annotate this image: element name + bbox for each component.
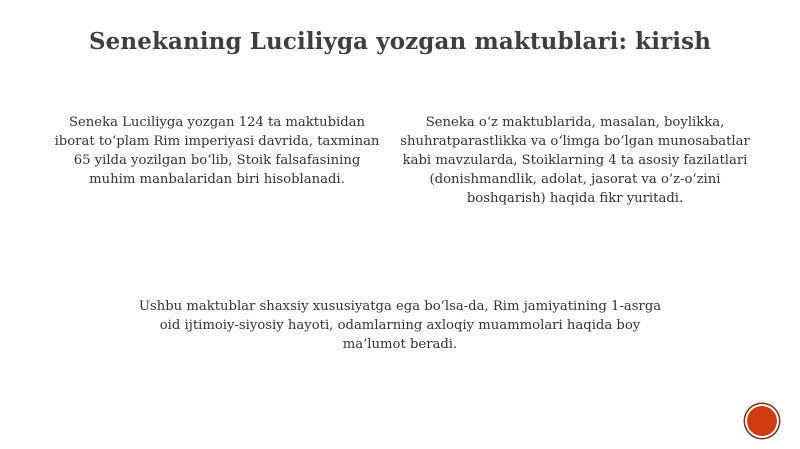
red-circle-icon[interactable] — [747, 406, 777, 436]
bottom-text-block: Ushbu maktublar shaxsiy xususiyatga ega bo‘lsa-da, Rim jamiyatining 1-asrga oid ijtimoiy-siyosiy hayoti, odamlarning axloqiy muammolari haqida boy ma’lumot beradi. — [138, 299, 662, 352]
left-text-block: Seneka Luciliyga yozgan 124 ta maktubidan iborat to‘plam Rim imperiyasi davrida, taxminan 65 yilda yozilgan bo‘lib, Stoik falsafasining muhim manbalaridan biri hisoblanadi. — [54, 115, 380, 187]
right-text-block: Seneka o‘z maktublarida, masalan, boylikka, shuhratparastlikka va o‘limga bo‘lgan munosabatlar kabi mavzularda, Stoiklarning 4 ta asosiy fazilatlari (donishmandlik, adolat, jasorat va o‘z-o‘zini boshqarish) haqida fikr yuritadi. — [400, 115, 750, 206]
slide-title: Senekaning Luciliyga yozgan maktublari: kirish — [88, 28, 712, 55]
